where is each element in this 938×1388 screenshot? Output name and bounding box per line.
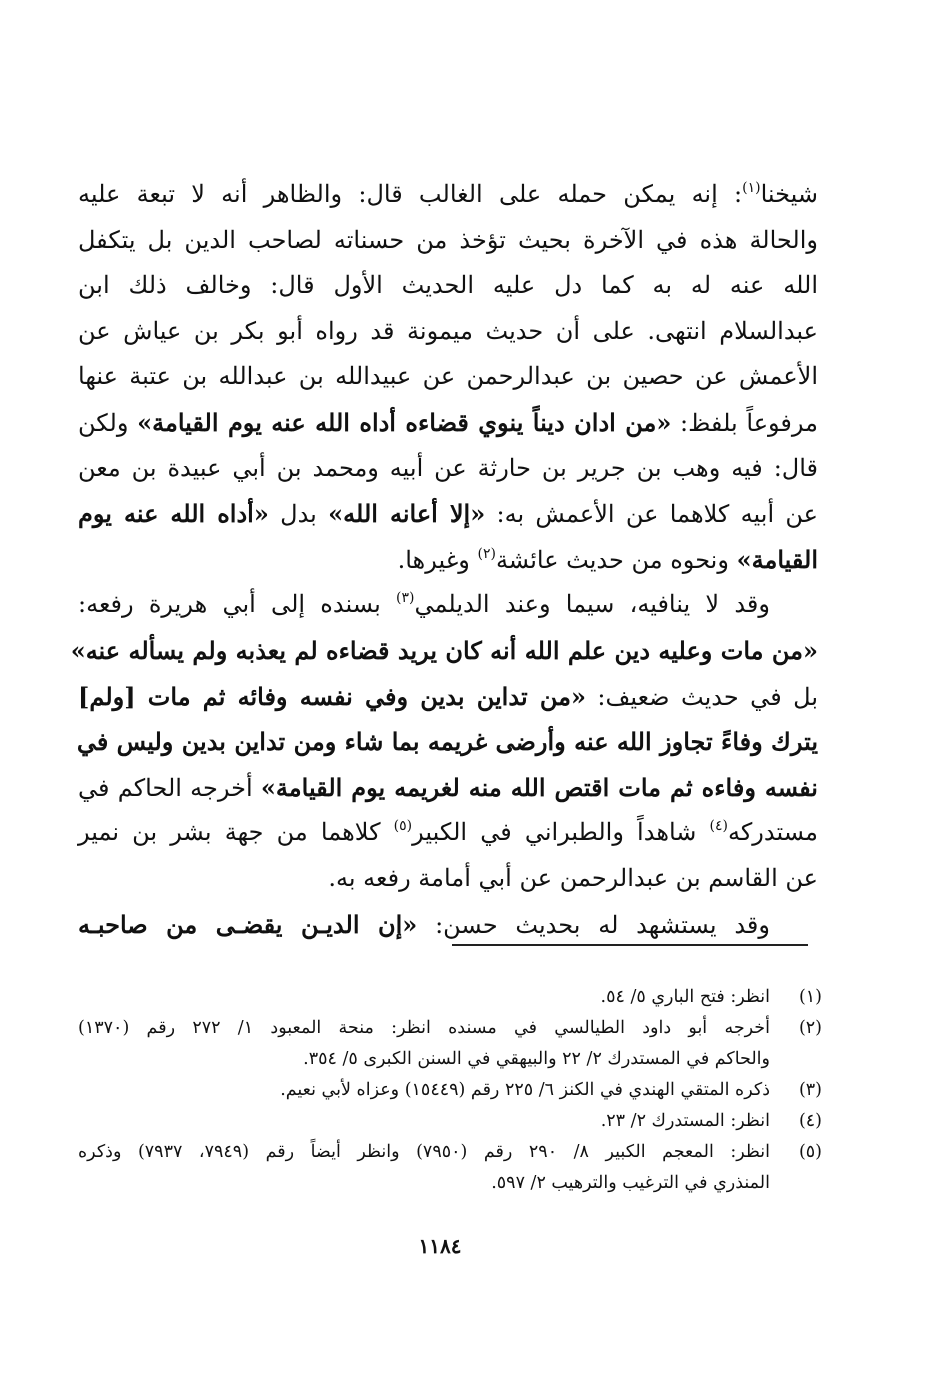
hadith-quote: «إلا أعانه الله» [328, 499, 486, 529]
hadith-quote: «من تداين بدين وفي نفسه وفائه ثم مات [ولم] [78, 681, 586, 711]
text-line-16: عن القاسم بن عبدالرحمن عن أبي أمامة رفعه به. [328, 863, 818, 892]
page-number: ١١٨٤ [418, 1234, 462, 1258]
text-line-8: عن أبيه كلاهما عن الأعمش به: «إلا أعانه الله» بدل «أداه الله عنه يوم [78, 499, 818, 529]
text-line-1: شيخنا$^{(١)}$: إنه يمكن حمله على الغالب قال: والظاهر أنه لا تبعة عليه [78, 180, 818, 208]
footnote-ref-1[interactable]: (١) [742, 180, 761, 196]
text-line-4: عبدالسلام انتهى. على أن حديث ميمونة قد رواه أبو بكر بن عياش عن [78, 316, 818, 345]
text-line-14: نفسه وفاءه ثم مات اقتص الله منه لغريمه يوم القيامة» أخرجه الحاكم في [78, 772, 818, 802]
footnote-text: والحاكم في المستدرك ٢/ ٢٢ والبيهقي في السنن الكبرى ٥/ ٣٥٤. [303, 1049, 770, 1069]
footnote-number: (٥) [798, 1142, 822, 1162]
text-line-5: الأعمش عن حصين بن عبدالرحمن عن عبيدالله بن عبدالله بن عتبة عنها [78, 362, 818, 391]
footnote-text: ذكره المتقي الهندي في الكنز ٦/ ٢٢٥ رقم (١٥٤٤٩) وعزاه لأبي نعيم. [280, 1080, 770, 1100]
main-text [70, 172, 819, 947]
text-line-2: والحالة هذه في الآخرة بحيث تؤخذ من حسناته لصاحب الدين بل يتكفل [78, 225, 818, 254]
text-line-10: وقد لا ينافيه، سيما وعند الديلمي$^{(٣)}$ بسنده إلى أبي هريرة رفعه: [78, 590, 770, 619]
footnote-ref-5[interactable]: (٥) [393, 818, 413, 835]
text-line-12: بل في حديث ضعيف: «من تداين بدين وفي نفسه وفائه ثم مات [ولم] [78, 681, 818, 711]
footnote-number: (٤) [798, 1111, 822, 1131]
text-line-17: وقد يستشهد له بحديث حسن: «إن الديـن يقضـى من صاحبـه [78, 909, 770, 939]
footnote-1 [78, 982, 822, 1013]
footnote-4 [78, 1106, 822, 1137]
footnote-text: المنذري في الترغيب والترهيب ٢/ ٥٩٧. [491, 1173, 770, 1193]
hadith-quote: نفسه وفاءه ثم مات اقتص الله منه لغريمه يوم القيامة» [260, 772, 818, 802]
hadith-quote: «من ادان ديناً ينوي قضاءه أداه الله عنه يوم القيامة» [137, 407, 672, 437]
footnote-ref-2[interactable]: (٢) [477, 545, 496, 562]
hadith-quote: يترك وفاءً تجاوز الله عنه وأرضى غريمه بما شاء ومن تداين بدين وليس في [76, 727, 818, 757]
text-line-13 [78, 719, 818, 765]
footnote-number: (٣) [798, 1080, 822, 1100]
footnote-text: انظر: المعجم الكبير ٨/ ٢٩٠ رقم (٧٩٥٠) وانظر أيضاً رقم (٧٩٤٩، ٧٩٣٧) وذكره [78, 1142, 770, 1162]
footnote-text: انظر: فتح الباري ٥/ ٥٤. [600, 987, 770, 1007]
footnote-number: (٢) [798, 1018, 822, 1038]
footnote-text: انظر: المستدرك ٢/ ٢٣. [600, 1111, 770, 1131]
footnote-number: (١) [798, 987, 822, 1007]
hadith-quote: «أداه الله عنه يوم [78, 499, 269, 529]
footnote-ref-4[interactable]: (٤) [709, 818, 729, 835]
footnote-separator [452, 944, 808, 946]
hadith-quote: «من مات وعليه دين علم الله أنه كان يريد قضاءه لم يعذبه ولم يسأله عنه» [70, 635, 818, 665]
footnote-5 [78, 1137, 822, 1199]
footnotes [78, 982, 822, 1199]
text-line-6: مرفوعاً بلفظ: «من ادان ديناً ينوي قضاءه أداه الله عنه يوم القيامة» ولكن [78, 407, 818, 437]
hadith-quote: القيامة» [736, 544, 818, 574]
footnote-text: أخرجه أبو داود الطيالسي في مسنده انظر: منحة المعبود ١/ ٢٧٢ رقم (١٣٧٠) [78, 1018, 770, 1038]
text-line-15: مستدركه$^{(٤)}$ شاهداً والطبراني في الكبير$^{(٥)}$ كلاهما من جهة بشر بن نمير [78, 818, 819, 847]
text-line-11 [70, 628, 818, 674]
footnote-ref-3[interactable]: (٣) [396, 590, 415, 607]
hadith-quote: «إن الديـن يقضـى من صاحبـه [78, 909, 418, 939]
footnote-2 [78, 1013, 822, 1075]
footnote-3 [78, 1075, 822, 1106]
text-line-7: قال: فيه وهب بن جرير بن حارثة عن أبيه ومحمد بن أبي عبيدة بن معن [78, 453, 818, 482]
text-line-3: الله عنه له به كما دل عليه الحديث الأول قال: وخالف ذلك ابن [78, 271, 818, 300]
text-line-9: القيامة» ونحوه من حديث عائشة$^{(٢)}$ وغيرها. [397, 544, 818, 574]
